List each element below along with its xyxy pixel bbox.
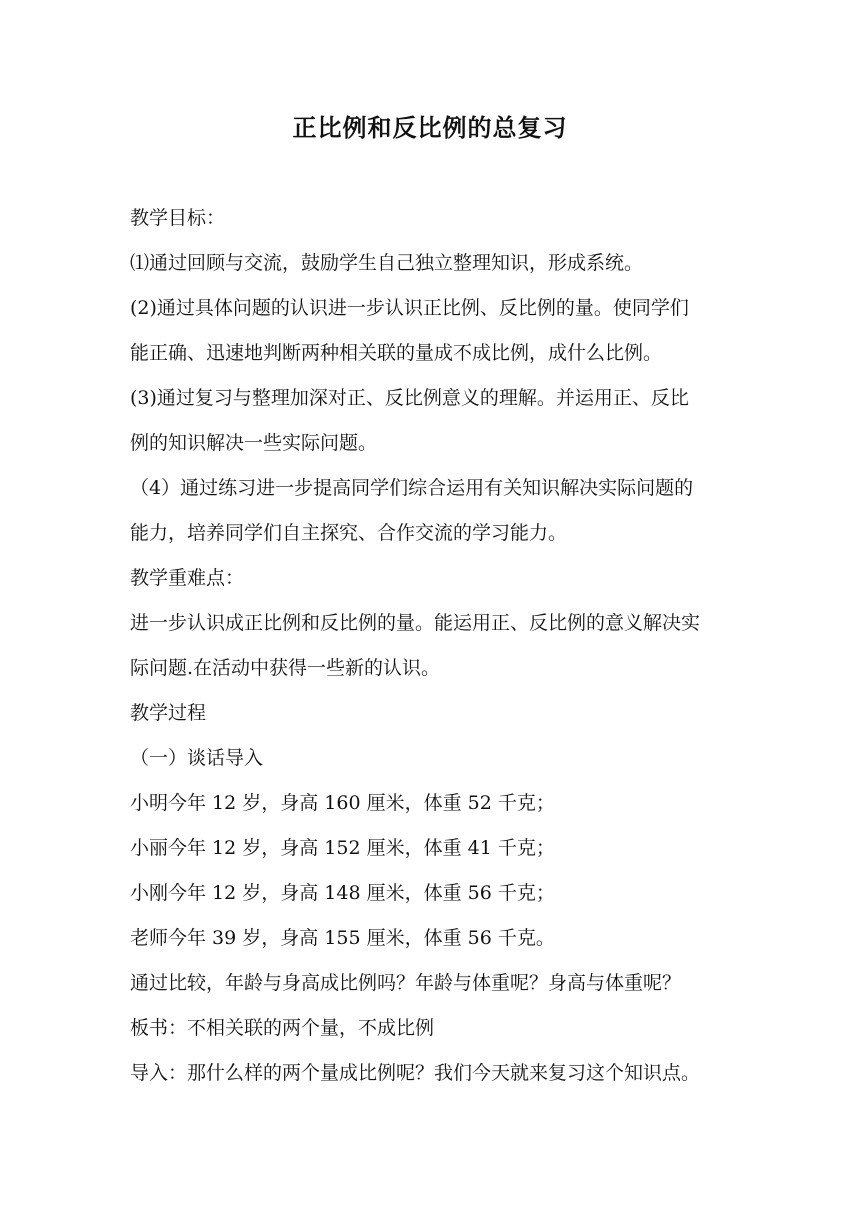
blackboard-note: 板书：不相关联的两个量，不成比例 bbox=[130, 1017, 435, 1039]
section-heading-process: 教学过程 bbox=[130, 702, 207, 724]
document-body bbox=[130, 196, 730, 1096]
example-xiaoming: 小明今年 12 岁，身高 160 厘米，体重 52 千克； bbox=[130, 792, 555, 814]
subsection-heading-intro: （一）谈话导入 bbox=[130, 747, 264, 769]
objective-4-line-2: 能力，培养同学们自主探究、合作交流的学习能力。 bbox=[130, 522, 568, 544]
introduction-line: 导入：那什么样的两个量成比例呢？我们今天就来复习这个知识点。 bbox=[130, 1062, 701, 1084]
example-xiaoli: 小丽今年 12 岁，身高 152 厘米，体重 41 千克； bbox=[130, 837, 555, 859]
objective-1: ⑴通过回顾与交流，鼓励学生自己独立整理知识，形成系统。 bbox=[130, 252, 644, 274]
example-teacher: 老师今年 39 岁，身高 155 厘米，体重 56 千克。 bbox=[130, 927, 555, 949]
objective-4-line-1: （4）通过练习进一步提高同学们综合运用有关知识解决实际问题的 bbox=[130, 477, 694, 499]
objective-3-line-2: 例的知识解决一些实际问题。 bbox=[130, 432, 378, 454]
objective-3-line-1: (3)通过复习与整理加深对正、反比例意义的理解。并运用正、反比 bbox=[130, 387, 689, 409]
example-xiaogang: 小刚今年 12 岁，身高 148 厘米，体重 56 千克； bbox=[130, 882, 555, 904]
section-heading-key-points: 教学重难点： bbox=[130, 567, 245, 589]
comparison-question: 通过比较，年龄与身高成比例吗？年龄与体重呢？身高与体重呢？ bbox=[130, 972, 682, 994]
key-points-line-1: 进一步认识成正比例和反比例的量。能运用正、反比例的意义解决实 bbox=[130, 612, 701, 634]
objective-2-line-1: (2)通过具体问题的认识进一步认识正比例、反比例的量。使同学们 bbox=[130, 297, 689, 319]
objective-2-line-2: 能正确、迅速地判断两种相关联的量成不成比例，成什么比例。 bbox=[130, 342, 663, 364]
key-points-line-2: 际问题.在活动中获得一些新的认识。 bbox=[130, 657, 441, 679]
section-heading-objectives: 教学目标： bbox=[130, 207, 226, 229]
document-title: 正比例和反比例的总复习 bbox=[292, 113, 568, 142]
